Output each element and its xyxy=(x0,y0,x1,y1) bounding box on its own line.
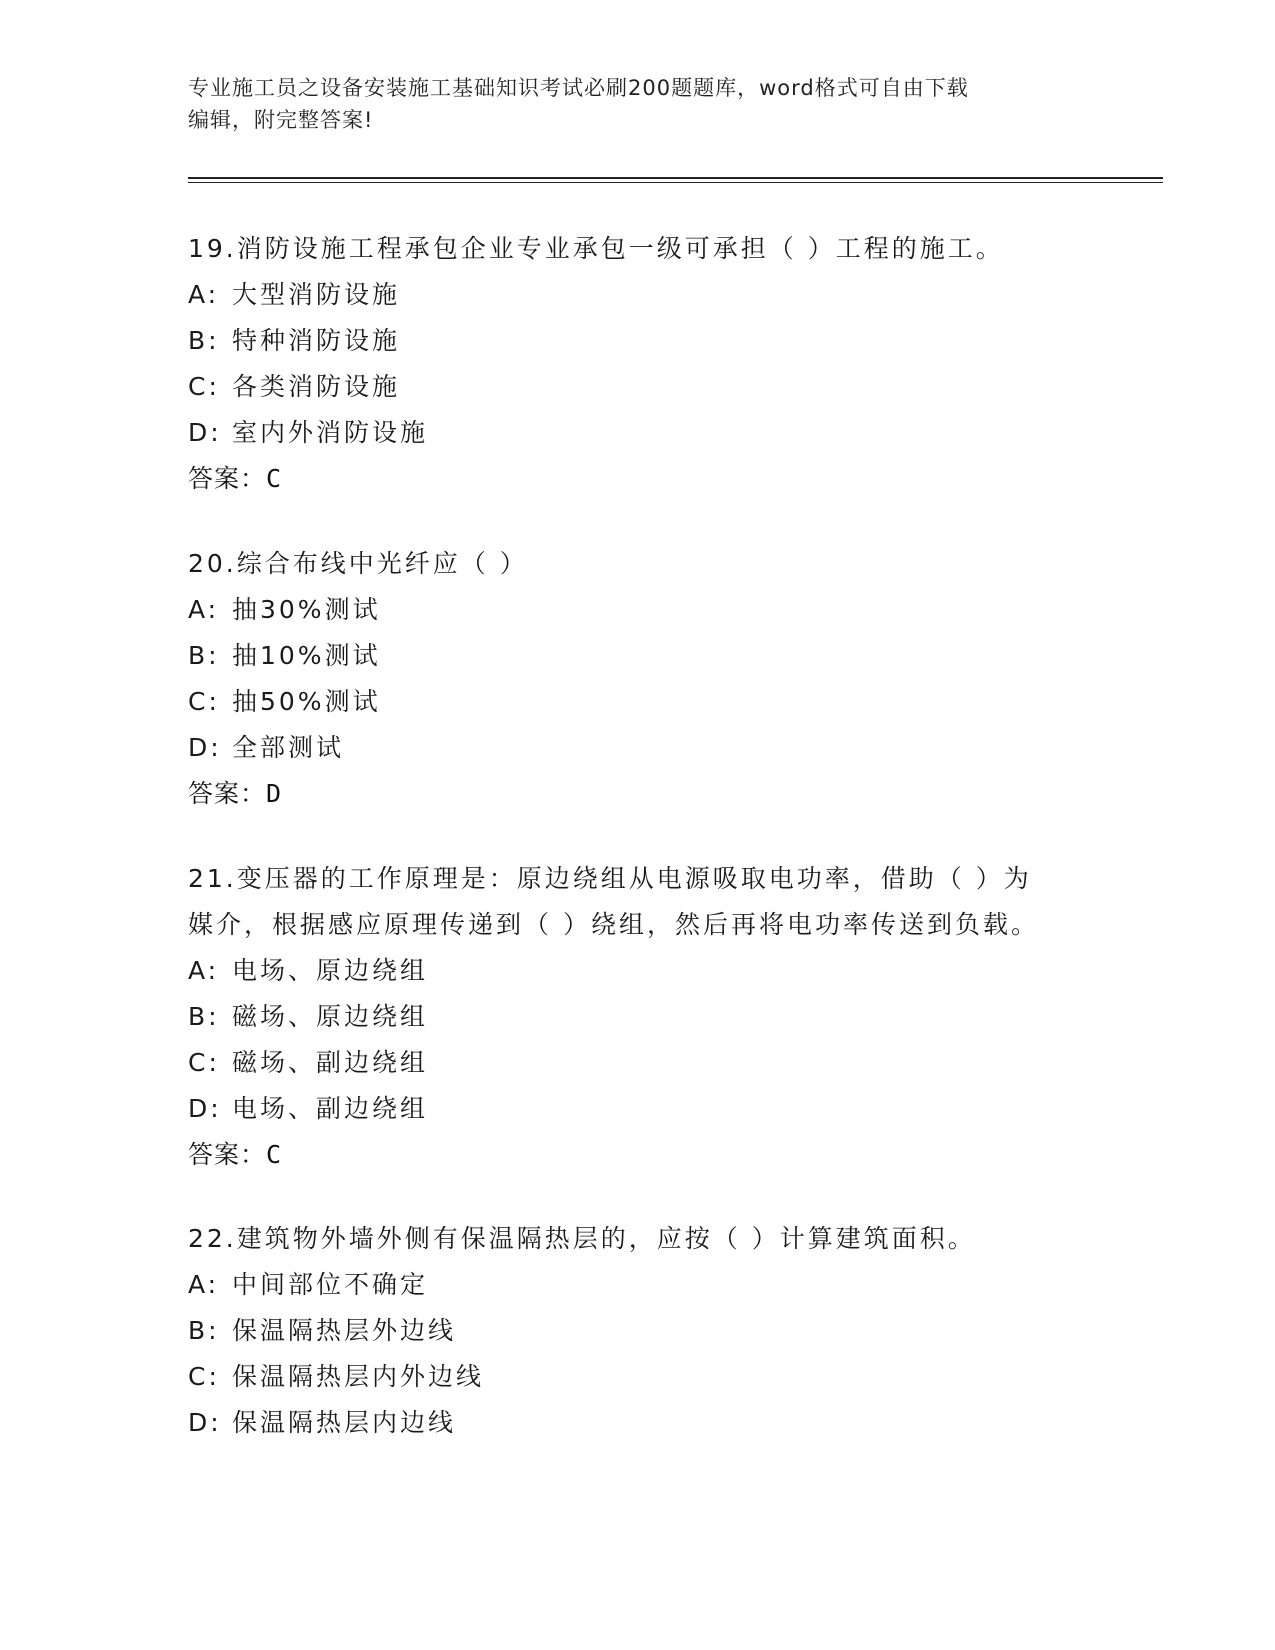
option-key: D: xyxy=(188,733,222,762)
option-text: 抽10%测试 xyxy=(232,641,381,670)
answer-line xyxy=(188,456,1088,502)
option-text: 磁场、副边绕组 xyxy=(232,1048,429,1077)
option-key: B: xyxy=(188,326,220,355)
document-header xyxy=(188,72,1088,136)
header-line-2: 编辑，附完整答案! xyxy=(188,108,374,132)
answer-label: 答案： xyxy=(188,464,267,493)
answer-label: 答案： xyxy=(188,779,267,808)
answer-line xyxy=(188,1132,1088,1178)
question-stem-line-1: 21.变压器的工作原理是：原边绕组从电源吸取电功率，借助（ ）为 xyxy=(188,864,1032,893)
option-key: A: xyxy=(188,956,220,985)
header-divider-thick xyxy=(188,177,1163,179)
option-key: D: xyxy=(188,1408,222,1437)
option-key: C: xyxy=(188,687,220,716)
option-key: B: xyxy=(188,1002,220,1031)
option-key: A: xyxy=(188,595,220,624)
option-text: 电场、副边绕组 xyxy=(232,1094,429,1123)
option-key: D: xyxy=(188,1094,222,1123)
option-text: 大型消防设施 xyxy=(232,280,401,309)
answer-value: D xyxy=(266,779,283,808)
option-text: 中间部位不确定 xyxy=(232,1270,429,1299)
option-key: C: xyxy=(188,1048,220,1077)
option-c xyxy=(188,1354,1088,1400)
option-a xyxy=(188,948,1088,994)
option-text: 特种消防设施 xyxy=(232,326,401,355)
option-a xyxy=(188,272,1088,318)
header-line-1: 专业施工员之设备安装施工基础知识考试必刷200题题库，word格式可自由下载 xyxy=(188,76,969,100)
option-b xyxy=(188,318,1088,364)
question-22 xyxy=(188,1216,1088,1446)
option-text: 保温隔热层外边线 xyxy=(232,1316,457,1345)
option-a xyxy=(188,1262,1088,1308)
option-key: C: xyxy=(188,372,220,401)
option-d xyxy=(188,410,1088,456)
option-d xyxy=(188,1400,1088,1446)
question-19 xyxy=(188,226,1088,502)
option-text: 保温隔热层内外边线 xyxy=(232,1362,485,1391)
option-b xyxy=(188,1308,1088,1354)
answer-line xyxy=(188,771,1088,817)
question-stem-line-2: 媒介，根据感应原理传递到（ ）绕组，然后再将电功率传送到负载。 xyxy=(188,910,1039,939)
option-key: A: xyxy=(188,1270,220,1299)
option-text: 抽50%测试 xyxy=(232,687,381,716)
option-d xyxy=(188,1086,1088,1132)
option-text: 电场、原边绕组 xyxy=(232,956,429,985)
answer-value: C xyxy=(266,464,283,493)
question-stem: 22.建筑物外墙外侧有保温隔热层的，应按（ ）计算建筑面积。 xyxy=(188,1224,976,1253)
option-text: 抽30%测试 xyxy=(232,595,381,624)
answer-label: 答案： xyxy=(188,1140,267,1169)
option-b xyxy=(188,994,1088,1040)
question-20 xyxy=(188,541,1088,817)
option-text: 各类消防设施 xyxy=(232,372,401,401)
option-key: B: xyxy=(188,1316,220,1345)
option-text: 室内外消防设施 xyxy=(232,418,429,447)
option-key: A: xyxy=(188,280,220,309)
option-c xyxy=(188,679,1088,725)
question-21 xyxy=(188,856,1088,1178)
option-text: 磁场、原边绕组 xyxy=(232,1002,429,1031)
option-b xyxy=(188,633,1088,679)
answer-value: C xyxy=(266,1140,283,1169)
option-c xyxy=(188,1040,1088,1086)
header-divider-thin xyxy=(188,182,1163,183)
option-text: 全部测试 xyxy=(232,733,345,762)
question-stem: 19.消防设施工程承包企业专业承包一级可承担（ ）工程的施工。 xyxy=(188,234,1004,263)
option-a xyxy=(188,587,1088,633)
option-d xyxy=(188,725,1088,771)
option-key: C: xyxy=(188,1362,220,1391)
option-text: 保温隔热层内边线 xyxy=(232,1408,457,1437)
option-c xyxy=(188,364,1088,410)
option-key: D: xyxy=(188,418,222,447)
option-key: B: xyxy=(188,641,220,670)
question-stem: 20.综合布线中光纤应（ ） xyxy=(188,549,528,578)
